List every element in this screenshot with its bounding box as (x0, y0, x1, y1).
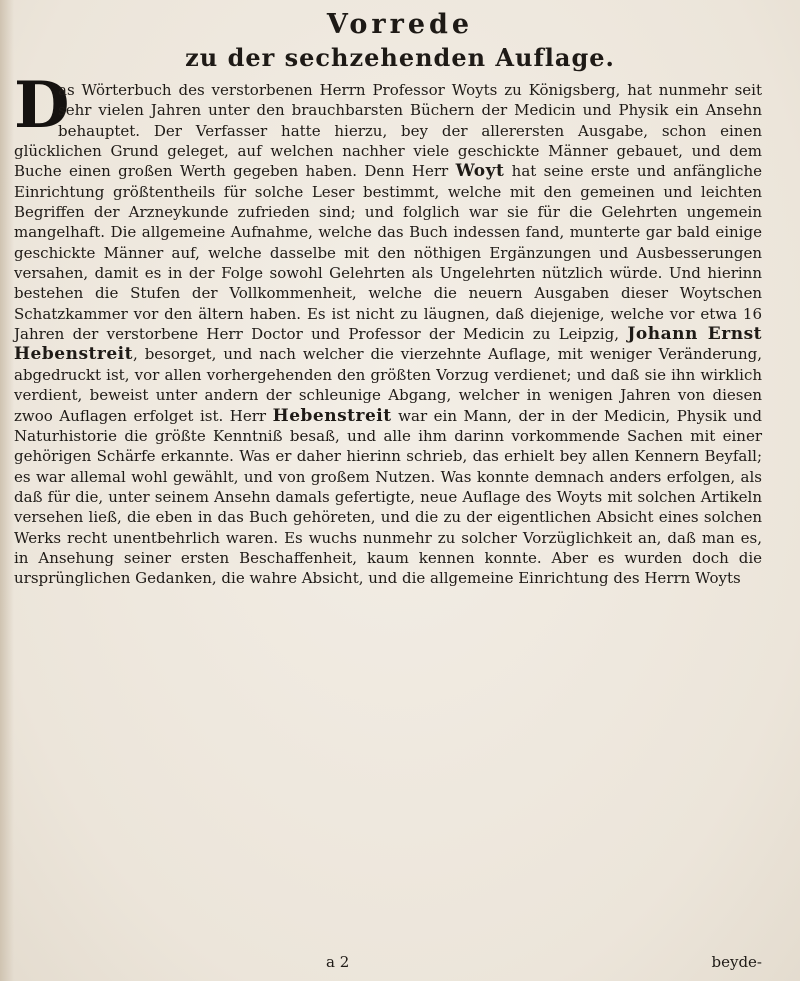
body-part-3: , besorget, und nach welcher die vierzehnte Auflage, mit weniger Veränderung, abgedruckt ist, vor allen vorhergehenden den größten Vorzug verdienet; und daß sie ihn wirklich verdient, beweist unter andern der schleunige Abgang, welcher in wenigen Jahren von diesen zwoo Auflagen erfolget ist. Herr (14, 345, 762, 425)
catchword: beyde- (711, 953, 762, 971)
name-hebenstreit: Hebenstreit (272, 405, 392, 426)
body-part-1: as Wörterbuch des verstorbenen Herrn Professor Woyts zu Königsberg, hat nunmehr seit sehr vielen Jahren unter den brauchbarsten Büchern der Medicin und Physik ein Ansehn behauptet. Der Verfasser hatte hierzu, bey der allerersten Ausgabe, schon einen glücklichen Grund geleget, auf welchen nachher viele geschickte Männer gebauet, und dem Buche einen großen Werth gegeben haben. Denn Herr (14, 81, 762, 181)
body-part-2: hat seine erste und anfängliche Einrichtung größtentheils für solche Leser bestimmt, welche mit den gemeinen und leichten Begriffen der Arzneykunde zufrieden sind; und folglich war sie für die Gelehrten ungemein mangelhaft. Die allgemeine Aufnahme, welche das Buch indessen fand, munterte gar bald einige geschickte Männer auf, welche dasselbe mit den nöthigen Ergänzungen und Ausbesserungen versahen, damit es in der Folge sowohl Gelehrten als Ungelehrten nützlich würde. Und hierinn bestehen die Stufen der Vollkommenheit, welche die neuern Ausgaben dieser Woytschen Schatzkammer vor den ältern haben. Es ist nicht zu läugnen, daß diejenige, welche vor etwa 16 Jahren der verstorbene Herr Doctor und Professor der Medicin zu Leipzig, (14, 162, 762, 344)
drop-cap: D (14, 68, 70, 143)
body-text (14, 68, 763, 589)
signature-mark: a 2 (326, 953, 350, 971)
name-hebenstreit-full: Johann Ernst Hebenstreit (14, 324, 763, 365)
body-part-4: war ein Mann, der in der Medicin, Physik und Naturhistorie die größte Kenntniß besaß, und alle ihm darinn vorkommende Sachen mit einer gehörigen Schärfe erkannte. Was er daher hierinn schrieb, das erhielt bey allen Kennern Beyfall; es war allemal wohl gewählt, und von großem Nutzen. Was konnte demnach anders erfolgen, als daß für die, unter seinem Ansehn damals gefertigte, neue Auflage des Woyts mit solchen Artikeln versehen ließ, die eben in das Buch gehöreten, und die zu der eigentlichen Absicht eines solchen Werks recht unentbehrlich waren. Es wuchs nunmehr zu solcher Vorzüglichkeit an, daß man es, in Ansehung seiner ersten Beschaffenheit, kaum kennen konnte. Aber es wurden doch die ursprünglichen Gedanken, die wahre Absicht, und die allgemeine Einrichtung des Herrn Woyts (14, 406, 762, 588)
page-title: Vorrede (326, 9, 474, 40)
name-woyt: Woyt (455, 161, 505, 182)
page-subtitle: zu der sechzehenden Auflage. (185, 43, 615, 72)
